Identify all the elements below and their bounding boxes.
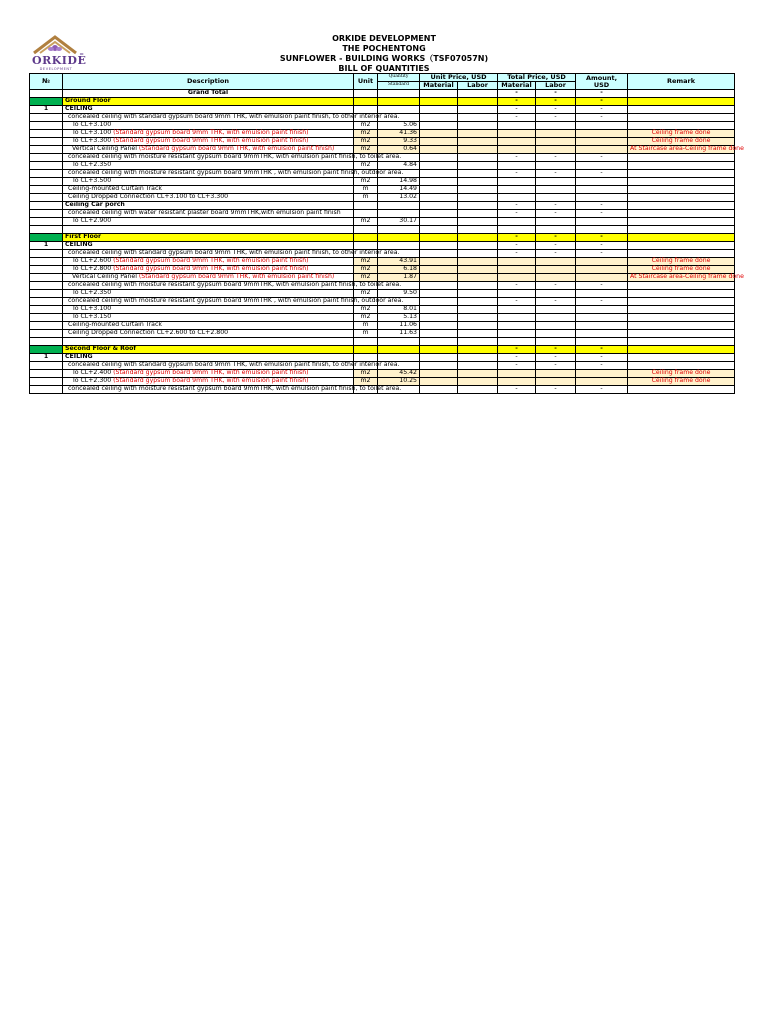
col-description-header: Description xyxy=(63,74,354,90)
table-row: Ceiling Dropped Connection CL+3.100 to CL+3.300 m 13.02 xyxy=(30,194,735,202)
table-row: To CL+3.100 m2 8.01 xyxy=(30,306,735,314)
section-row-ground-floor: Ground Floor - - - xyxy=(30,98,735,106)
table-row: To CL+3.100 (Standard gypsum board 9mm THK, with emulsion paint finish) m2 41.36 Ceiling frame done xyxy=(30,130,735,138)
table-row: concealed ceiling with moisture resistant gypsum board 9mmTHK, with emulsion paint finish, to toilet area. - - - xyxy=(30,282,735,290)
table-row: To CL+2.900 m2 30.17 xyxy=(30,218,735,226)
table-row: Vertical Ceiling Panel (Standard gypsum board 9mm THK, with emulsion paint finish) m2 1.87 At Staircase area-Ceiling frame done xyxy=(30,274,735,282)
table-row: To CL+2.350 m2 4.84 xyxy=(30,162,735,170)
col-quantity-header: Quantity xyxy=(378,74,420,82)
table-row: To CL+2.300 (Standard gypsum board 9mm THK, with emulsion paint finish) m2 10.25 Ceiling frame done xyxy=(30,378,735,386)
table-row: Ceiling Dropped Connection CL+2.600 to CL+2.800 m 11.63 xyxy=(30,330,735,338)
table-row: concealed ceiling with standard gypsum board 9mm THK, with emulsion paint finish, to other interior area. - - - xyxy=(30,250,735,258)
col-quantity-sub-header: Standard xyxy=(378,82,420,90)
table-row: concealed ceiling with water resistant plaster board 9mmTHK,with emulsion paint finish - - - xyxy=(30,210,735,218)
company-name: ORKIDE DEVELOPMENT xyxy=(332,34,436,43)
table-row: 1 CEILING - - - xyxy=(30,354,735,362)
col-total-price-header: Total Price, USD xyxy=(498,74,576,82)
spacer-row xyxy=(30,226,735,234)
col-total-material-header: Material xyxy=(498,82,536,90)
table-row: 1 CEILING - - - xyxy=(30,106,735,114)
table-row: Vertical Ceiling Panel (Standard gypsum board 9mm THK, with emulsion paint finish) m2 0.64 At Staircase area-Ceiling frame done xyxy=(30,146,735,154)
works-title: SUNFLOWER - BUILDING WORKS（TSF07057N) xyxy=(279,54,489,63)
table-row: To CL+2.800 (Standard gypsum board 9mm THK, with emulsion paint finish) m2 6.18 Ceiling frame done xyxy=(30,266,735,274)
table-row: Ceiling-mounted Curtain Track m 11.06 xyxy=(30,322,735,330)
table-row: To CL+3.300 (Standard gypsum board 9mm THK, with emulsion paint finish) m2 9.33 Ceiling frame done xyxy=(30,138,735,146)
table-row: concealed ceiling with standard gypsum board 9mm THK, with emulsion paint finish, to other interior area. - - - xyxy=(30,362,735,370)
logo-subtext: DEVELOPMENT xyxy=(39,67,73,71)
logo-text: ORKIDĒ xyxy=(32,54,87,67)
table-row: concealed ceiling with moisture resistant gypsum board 9mmTHK , with emulsion paint finish, outdoor area. - - - xyxy=(30,298,735,306)
table-row: concealed ceiling with moisture resistant gypsum board 9mmTHK, with emulsion paint finish, to toilet area. - - - xyxy=(30,386,735,394)
table-row: 1 CEILING - - - xyxy=(30,242,735,250)
table-row: concealed ceiling with moisture resistant gypsum board 9mmTHK , with emulsion paint finish, outdoor area. - - - xyxy=(30,170,735,178)
col-unit-price-header: Unit Price, USD xyxy=(420,74,498,82)
grand-total-label: Grand Total xyxy=(63,90,354,98)
col-unit-labor-header: Labor xyxy=(458,82,498,90)
section-row-first-floor: First Floor - - - xyxy=(30,234,735,242)
table-row: To CL+2.400 (Standard gypsum board 9mm THK, with emulsion paint finish) m2 45.42 Ceiling frame done xyxy=(30,370,735,378)
table-row: To CL+3.500 m2 14.98 xyxy=(30,178,735,186)
table-row: To CL+3.150 m2 5.13 xyxy=(30,314,735,322)
section-row-second-floor: Second Floor & Roof - - - xyxy=(30,346,735,354)
table-row: To CL+3.100 m2 5.06 xyxy=(30,122,735,130)
table-row: To CL+2.350 m2 9.50 xyxy=(30,290,735,298)
bill-of-quantities-table xyxy=(29,73,744,394)
col-unit-material-header: Material xyxy=(420,82,458,90)
col-unit-header: Unit xyxy=(354,74,378,90)
grand-total-row: Grand Total - - - xyxy=(30,90,735,98)
col-amount-header: Amount, USD xyxy=(576,74,628,90)
table-row: concealed ceiling with moisture resistant gypsum board 9mmTHK, with emulsion paint finish, to toilet area. - - - xyxy=(30,154,735,162)
section-title: Ground Floor xyxy=(63,98,354,106)
project-name: THE POCHENTONG xyxy=(342,44,426,53)
col-total-labor-header: Labor xyxy=(536,82,576,90)
col-no-header: № xyxy=(30,74,63,90)
table-row: concealed ceiling with standard gypsum board 9mm THK, with emulsion paint finish, to other interior area. - - - xyxy=(30,114,735,122)
document-title: BILL OF QUANTITIES xyxy=(338,64,430,73)
table-row: To CL+2.600 (Standard gypsum board 9mm THK, with emulsion paint finish) m2 43.91 Ceiling frame done xyxy=(30,258,735,266)
table-row: Ceiling-mounted Curtain Track m 14.49 xyxy=(30,186,735,194)
section-title: First Floor xyxy=(63,234,354,242)
section-title: Second Floor & Roof xyxy=(63,346,354,354)
table-row: Ceiling Car porch - - - xyxy=(30,202,735,210)
col-remark-header: Remark xyxy=(628,74,735,90)
